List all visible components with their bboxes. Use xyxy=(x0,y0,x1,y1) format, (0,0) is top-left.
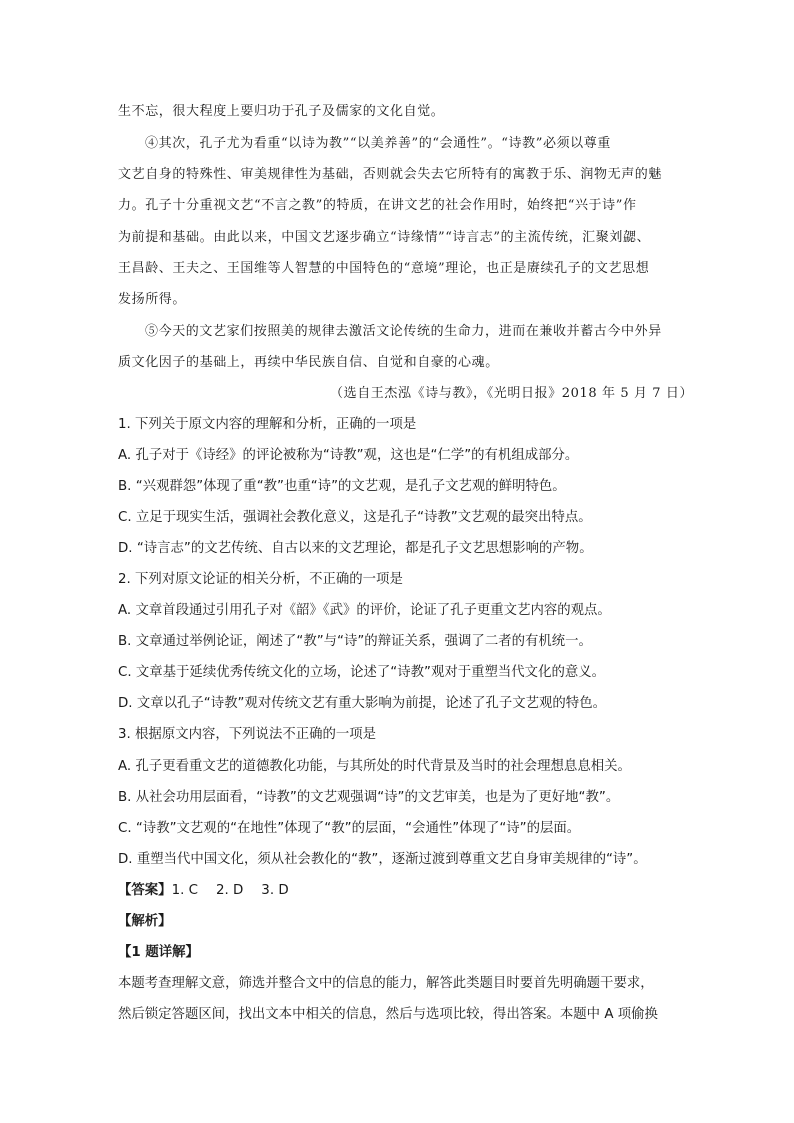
passage-source: （选自王杰泓《诗与教》，《光明日报》2018 年 5 月 7 日） xyxy=(330,386,694,401)
question-option: C. 立足于现实生活，强调社会教化意义，这是孔子“诗教”文艺观的最突出特点。 xyxy=(118,510,592,525)
analysis-line: 然后锁定答题区间，找出文本中相关的信息，然后与选项比较，得出答案。本题中 A 项偷换 xyxy=(118,1007,658,1022)
answer-label: 【答案】 xyxy=(118,883,172,898)
analysis-line: 本题考查理解文意，筛选并整合文中的信息的能力，解答此类题目时要首先明确题干要求， xyxy=(118,976,654,991)
question-option: B. “兴观群怨”体现了重“教”也重“诗”的文艺观，是孔子文艺观的鲜明特色。 xyxy=(118,479,566,494)
question-option: D. “诗言志”的文艺传统、自古以来的文艺理论，都是孔子文艺思想影响的产物。 xyxy=(118,541,593,556)
question-option: D. 重塑当代中国文化，须从社会教化的“教”，逐渐过渡到尊重文艺自身审美规律的“诗”。 xyxy=(118,852,647,867)
analysis-sub-label: 【1 题详解】 xyxy=(118,945,199,960)
answer-item: 3. D xyxy=(261,883,289,898)
question-option: A. 孔子更看重文艺的道德教化功能，与其所处的时代背景及当时的社会理想息息相关。 xyxy=(118,759,631,774)
question-stem: 2. 下列对原文论证的相关分析，不正确的一项是 xyxy=(118,572,403,587)
passage-line: 生不忘，很大程度上要归功于孔子及儒家的文化自觉。 xyxy=(118,104,445,119)
question-option: C. “诗教”文艺观的“在地性”体现了“教”的层面，“会通性”体现了“诗”的层面。 xyxy=(118,821,581,836)
passage-line: 为前提和基础。由此以来，中国文艺逐步确立“诗缘情”“诗言志”的主流传统，汇聚刘勰、 xyxy=(118,230,651,245)
passage-line: ⑤今天的文艺家们按照美的规律去激活文论传统的生命力，进而在兼收并蓄古今中外异 xyxy=(145,324,662,339)
question-stem: 1. 下列关于原文内容的理解和分析，正确的一项是 xyxy=(118,417,417,432)
question-option: A. 文章首段通过引用孔子对《韶》《武》的评价，论证了孔子更重文艺内容的观点。 xyxy=(118,603,611,618)
passage-line: 质文化因子的基础上，再续中华民族自信、自觉和自豪的心魂。 xyxy=(118,355,499,370)
question-option: D. 文章以孔子“诗教”观对传统文艺有重大影响为前提，论述了孔子文艺观的特色。 xyxy=(118,696,606,711)
passage-line: 力。孔子十分重视文艺“不言之教”的特质，在讲文艺的社会作用时，始终把“兴于诗”作 xyxy=(118,198,637,213)
answer-line xyxy=(118,881,678,901)
passage-line: 发扬所得。 xyxy=(118,292,187,307)
answer-item: 1. C xyxy=(171,883,198,898)
question-stem: 3. 根据原文内容，下列说法不正确的一项是 xyxy=(118,727,377,742)
passage-line: 文艺自身的特殊性、审美规律性为基础，否则就会失去它所特有的寓教于乐、润物无声的魅 xyxy=(118,167,663,182)
passage-line: ④其次，孔子尤为看重“以诗为教”“以美养善”的“会通性”。“诗教”必须以尊重 xyxy=(145,136,611,151)
question-option: B. 文章通过举例论证，阐述了“教”与“诗”的辩证关系，强调了二者的有机统一。 xyxy=(118,634,592,649)
analysis-label: 【解析】 xyxy=(118,914,172,929)
question-option: B. 从社会功用层面看，“诗教”的文艺观强调“诗”的文艺审美，也是为了更好地“教”。 xyxy=(118,790,620,805)
question-option: A. 孔子对于《诗经》的评论被称为“诗教”观，这也是“仁学”的有机组成部分。 xyxy=(118,448,579,463)
passage-line: 王昌龄、王夫之、王国维等人智慧的中国特色的“意境”理论，也正是赓续孔子的文艺思想 xyxy=(118,261,650,276)
question-option: C. 文章基于延续优秀传统文化的立场，论述了“诗教”观对于重塑当代文化的意义。 xyxy=(118,665,606,680)
answer-item: 2. D xyxy=(215,883,244,898)
